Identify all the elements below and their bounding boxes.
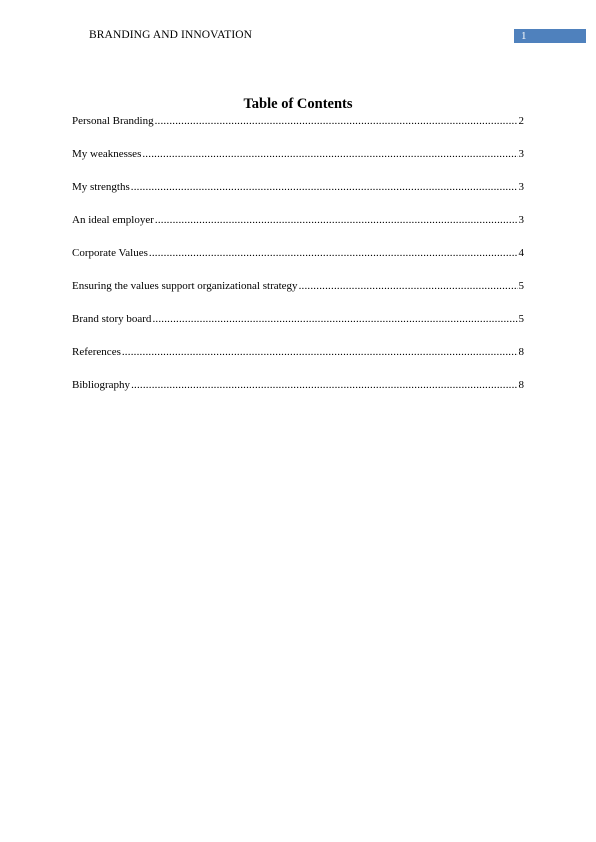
- toc-entry-label: Personal Branding: [72, 115, 154, 127]
- toc-dot-leader: [142, 147, 517, 161]
- running-title: BRANDING AND INNOVATION: [89, 29, 253, 41]
- toc-entry-label: Brand story board: [72, 313, 152, 325]
- toc-entry-label: An ideal employer: [72, 214, 154, 226]
- toc-entry-page: 3: [518, 181, 524, 193]
- toc-dot-leader: [155, 213, 518, 227]
- toc-entry-label: My weaknesses: [72, 148, 142, 160]
- toc-entry-page: 8: [518, 346, 524, 358]
- toc-dot-leader: [131, 378, 517, 392]
- toc-entry-page: 5: [518, 280, 524, 292]
- toc-entry-bibliography[interactable]: [72, 378, 524, 411]
- toc-dot-leader: [155, 114, 518, 128]
- toc-dot-leader: [152, 312, 517, 326]
- toc-entry-brand-story-board[interactable]: [72, 312, 524, 345]
- toc-entry-page: 3: [518, 214, 524, 226]
- toc-entry-references[interactable]: [72, 345, 524, 378]
- toc-dot-leader: [299, 279, 518, 293]
- toc-dot-leader: [122, 345, 518, 359]
- page-number: 1: [521, 30, 527, 42]
- toc-entry-page: 2: [518, 115, 524, 127]
- page-number-badge: [514, 29, 586, 43]
- toc-entry-label: Ensuring the values support organizational strategy: [72, 280, 298, 292]
- toc-entry-page: 5: [518, 313, 524, 325]
- toc-entry-label: Bibliography: [72, 379, 131, 391]
- toc-entry-label: My strengths: [72, 181, 130, 193]
- toc-heading: Table of Contents: [243, 96, 353, 112]
- toc-entry-corporate-values[interactable]: [72, 246, 524, 279]
- toc-dot-leader: [149, 246, 518, 260]
- toc-entry-label: Corporate Values: [72, 247, 148, 259]
- toc-entry-my-weaknesses[interactable]: [72, 147, 524, 180]
- toc-entry-values-strategy[interactable]: [72, 279, 524, 312]
- toc-entry-page: 4: [518, 247, 524, 259]
- toc-dot-leader: [131, 180, 518, 194]
- toc-entry-my-strengths[interactable]: [72, 180, 524, 213]
- toc-entry-page: 3: [518, 148, 524, 160]
- toc-entry-ideal-employer[interactable]: [72, 213, 524, 246]
- toc-entry-label: References: [72, 346, 121, 358]
- toc-entry-personal-branding[interactable]: [72, 114, 524, 147]
- toc-entry-page: 8: [518, 379, 524, 391]
- table-of-contents: [72, 114, 524, 411]
